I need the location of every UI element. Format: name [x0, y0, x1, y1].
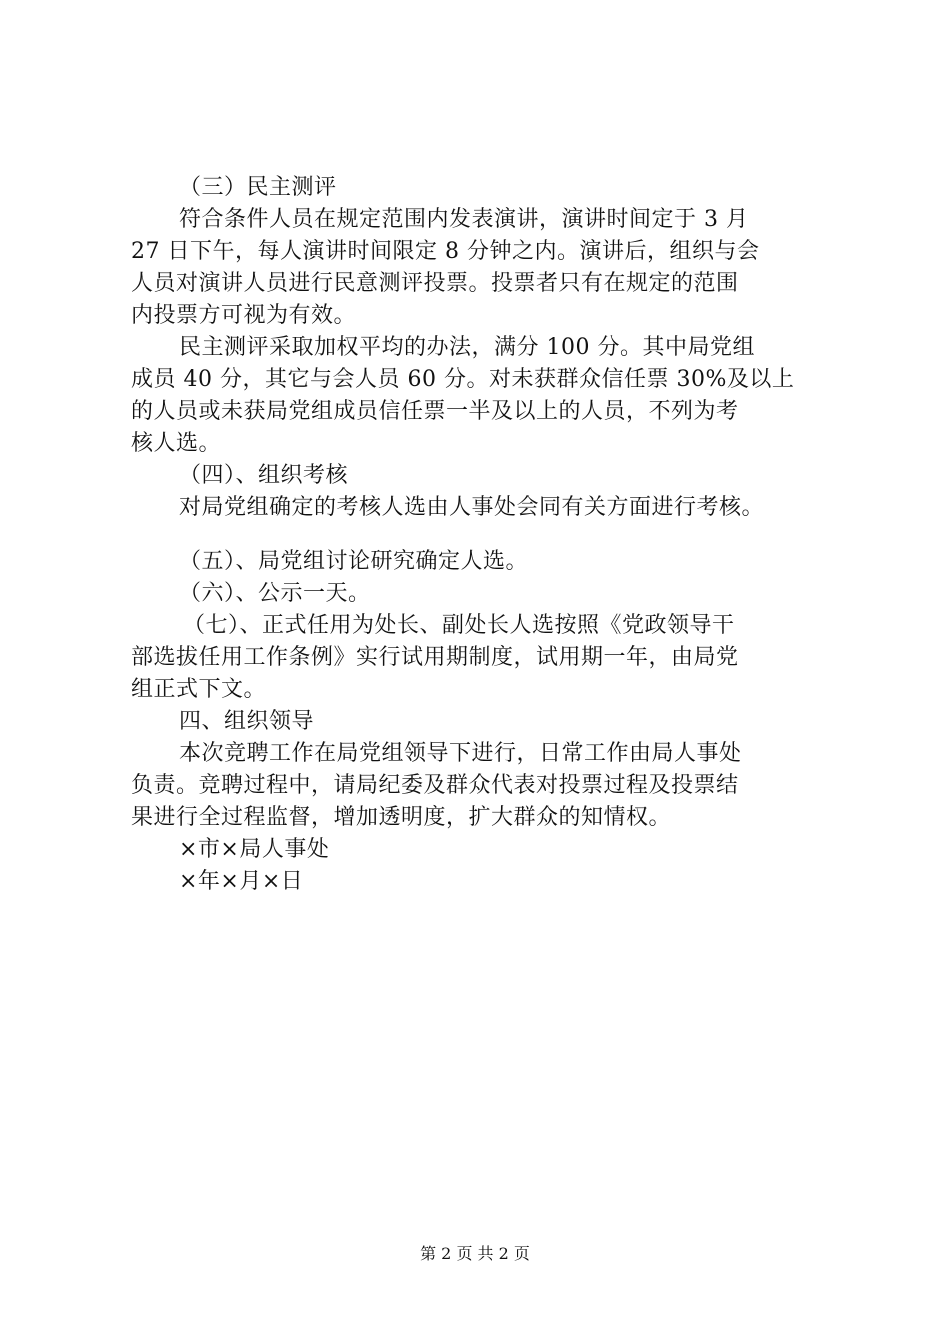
section-heading-publicity: （六）、公示一天。	[179, 581, 371, 606]
section-heading-organization-assessment: （四）、组织考核	[179, 463, 349, 488]
document-body	[131, 172, 831, 898]
paragraph-gap	[131, 524, 831, 546]
paragraph-line: 本次竞聘工作在局党组领导下进行，日常工作由局人事处	[179, 741, 742, 766]
paragraph-line: 27 日下午，每人演讲时间限定 8 分钟之内。演讲后，组织与会	[131, 239, 760, 264]
paragraph-line: 成员 40 分，其它与会人员 60 分。对未获群众信任票 30%及以上	[131, 367, 795, 392]
section-heading-leadership: 四、组织领导	[179, 709, 315, 734]
paragraph-line: 民主测评采取加权平均的办法，满分 100 分。其中局党组	[179, 335, 755, 360]
paragraph-line: 组正式下文。	[131, 677, 267, 702]
paragraph-line: 部选拔任用工作条例》实行试用期制度，试用期一年，由局党	[131, 645, 739, 670]
paragraph-line: 内投票方可视为有效。	[131, 303, 357, 328]
paragraph-line: 人员对演讲人员进行民意测评投票。投票者只有在规定的范围	[131, 271, 739, 296]
signature-date: ×年×月×日	[179, 869, 304, 894]
section-heading-democratic-evaluation: （三）民主测评	[179, 175, 337, 200]
paragraph-line: 符合条件人员在规定范围内发表演讲，演讲时间定于 3 月	[179, 207, 749, 232]
section-heading-discussion: （五）、局党组讨论研究确定人选。	[179, 549, 529, 574]
paragraph-line: 果进行全过程监督，增加透明度，扩大群众的知情权。	[131, 805, 672, 830]
paragraph-line: 对局党组确定的考核人选由人事处会同有关方面进行考核。	[179, 495, 765, 520]
paragraph-line: 的人员或未获局党组成员信任票一半及以上的人员，不列为考	[131, 399, 739, 424]
paragraph-line: 负责。竞聘过程中，请局纪委及群众代表对投票过程及投票结	[131, 773, 739, 798]
section-heading-appointment: （七）、正式任用为处长、副处长人选按照《党政领导干	[183, 613, 735, 638]
paragraph-line: 核人选。	[131, 431, 222, 456]
page-footer: 第 2 页 共 2 页	[420, 1244, 530, 1263]
signature-department: ×市×局人事处	[179, 837, 330, 862]
